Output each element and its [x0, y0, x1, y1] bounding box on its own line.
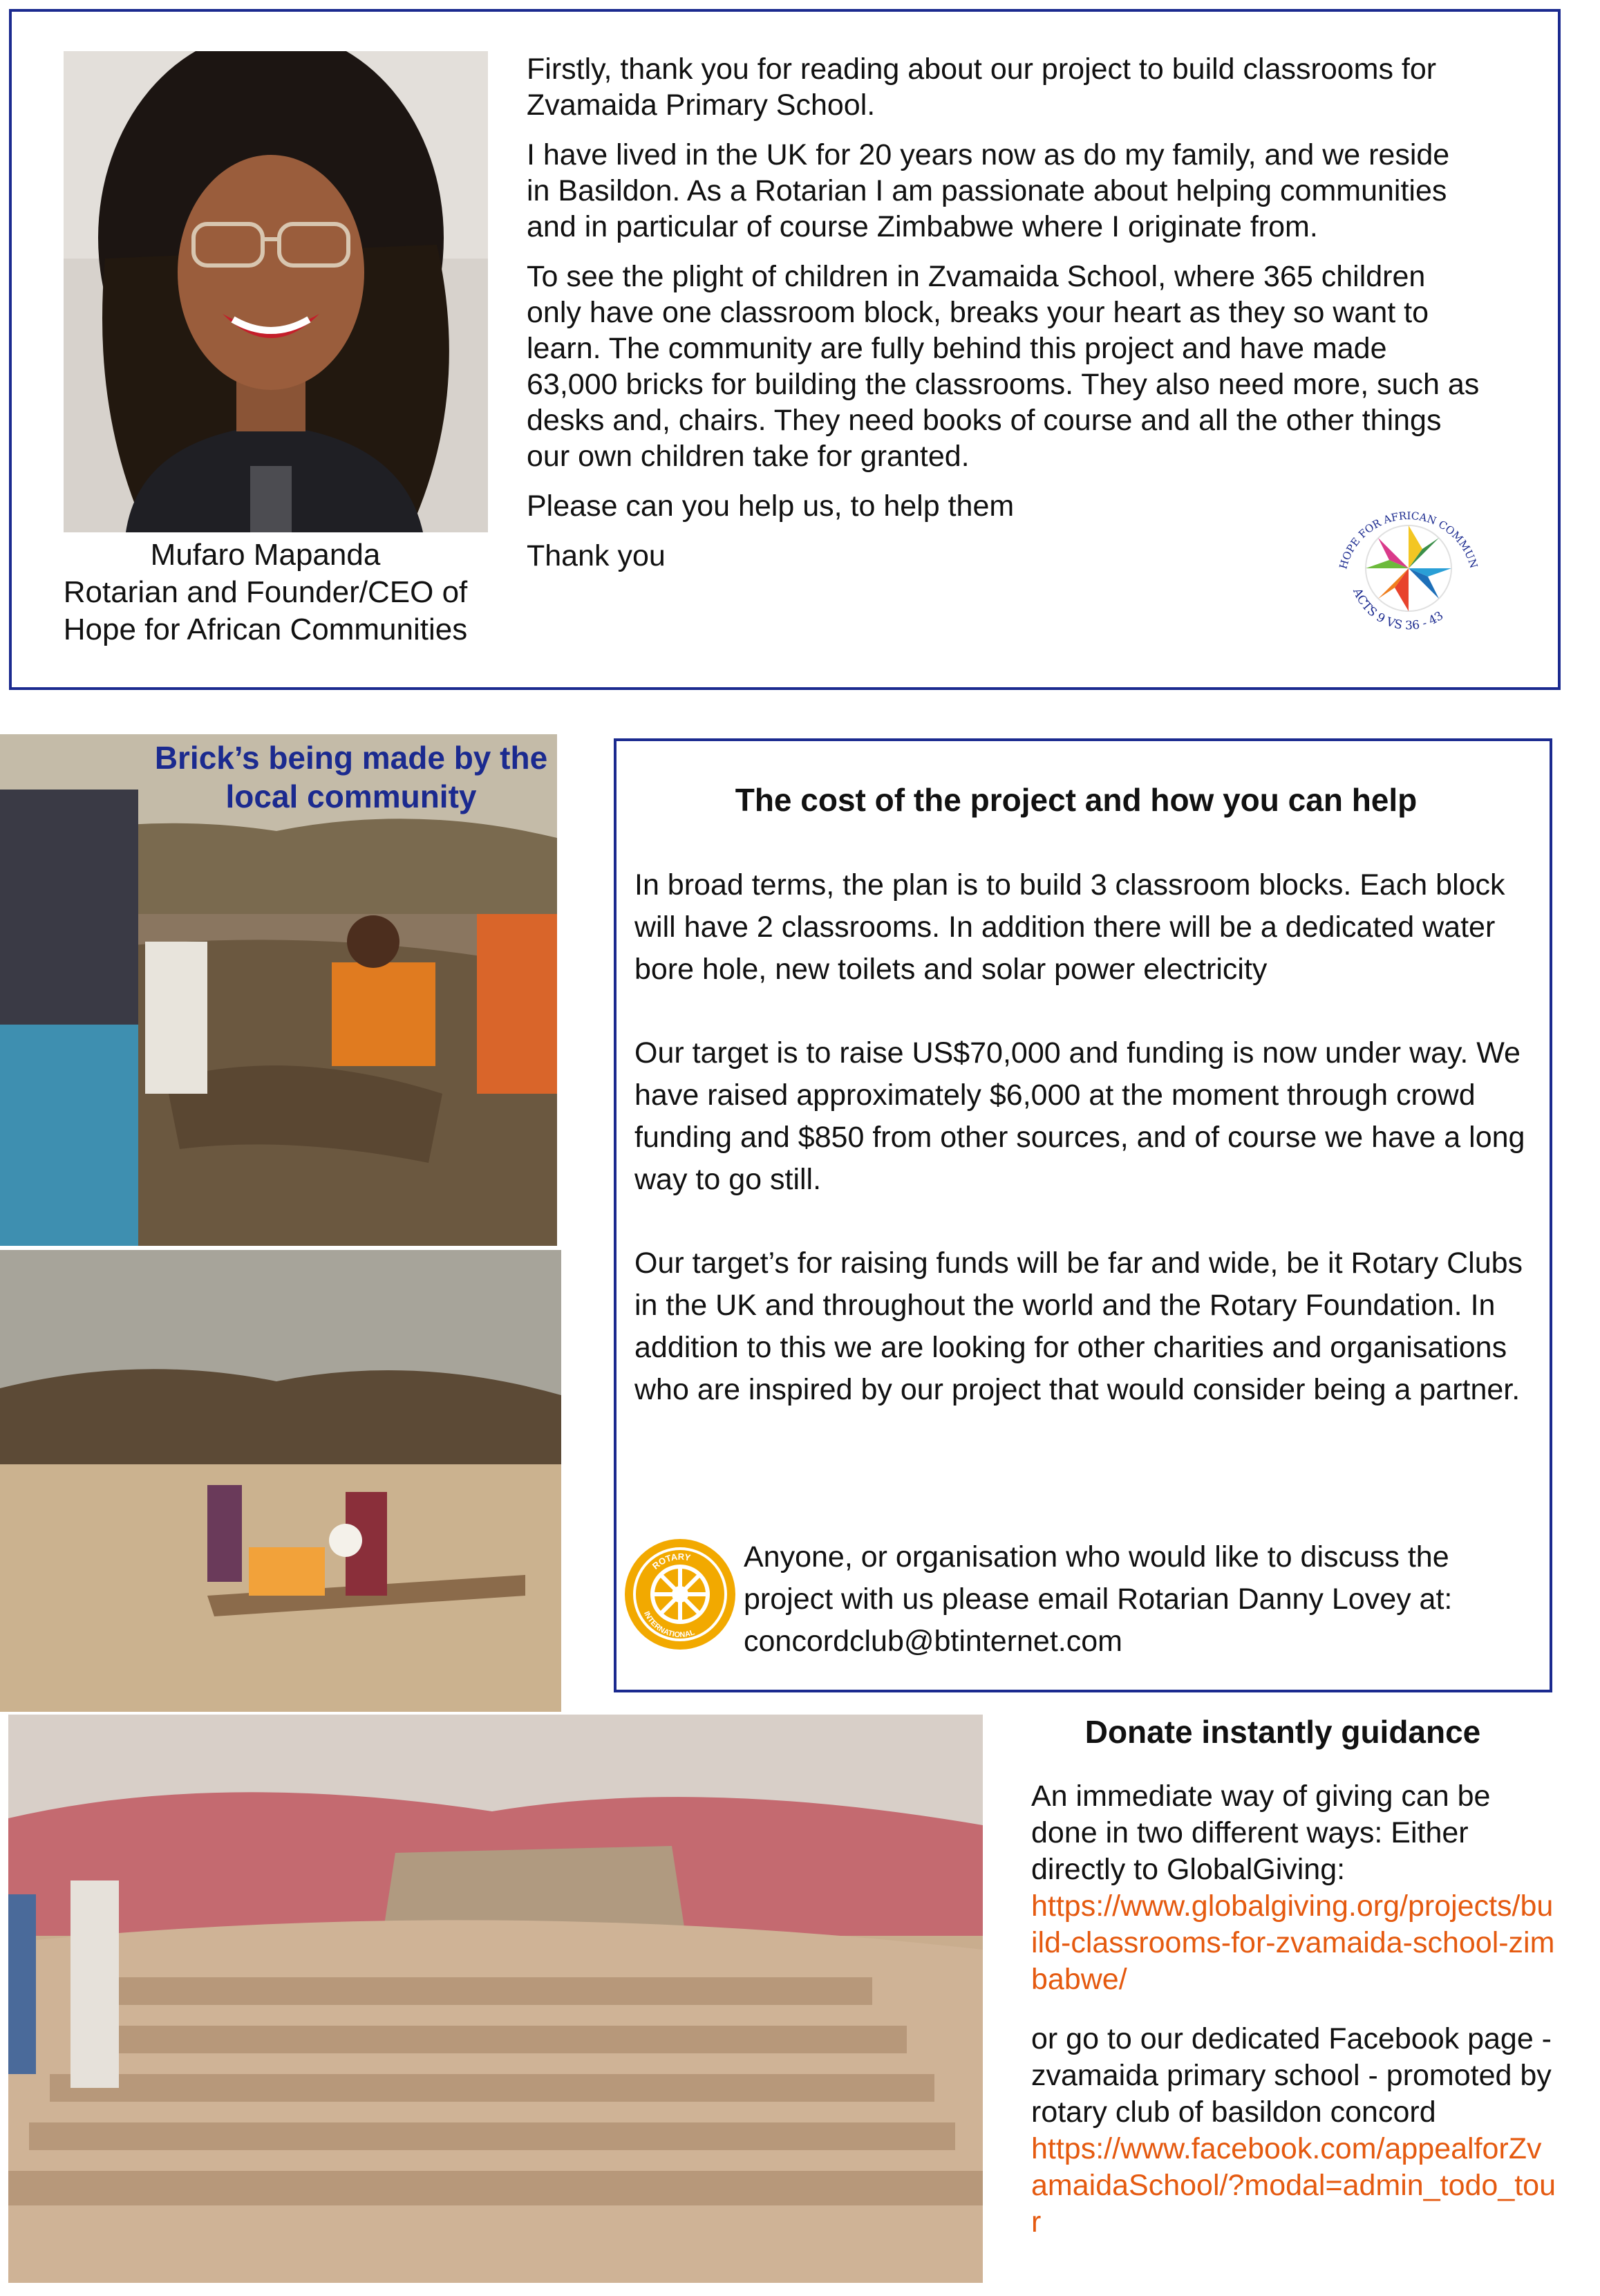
intro-paragraph: Please can you help us, to help them: [527, 489, 1015, 523]
intro-paragraph: Thank you: [527, 539, 666, 572]
donate-text: [1031, 1778, 1556, 2264]
founder-portrait: [64, 51, 488, 532]
intro-paragraph: Firstly, thank you for reading about our project to build classrooms for Zvamaida Primary School.: [527, 53, 1437, 122]
brick-stacks-photo: [8, 1715, 983, 2283]
founder-name: Mufaro Mapanda: [150, 538, 381, 572]
donate-paragraph: An immediate way of giving can be done in two different ways: Either directly to GlobalGiving:: [1031, 1780, 1491, 1886]
cost-paragraph: Our target is to raise US$70,000 and funding is now under way. We have raised approximately $6,000 at the moment through crowd funding and $850 from other sources, and of course we have a long way to go still.: [634, 1036, 1525, 1196]
logo-ring-bottom: ACTS 9 VS 36 - 43: [1350, 586, 1447, 633]
globalgiving-link[interactable]: https://www.globalgiving.org/projects/build-classrooms-for-zvamaida-school-zimbabwe/: [1031, 1889, 1555, 1996]
rotary-logo-top-text: ROTARY: [650, 1551, 692, 1571]
logo-ring-top: HOPE FOR AFRICAN COMMUN: [1337, 509, 1480, 571]
brick-making-photo-2: [0, 1250, 561, 1712]
hope-for-african-communities-logo: [1319, 473, 1498, 654]
cost-paragraph: Our target’s for raising funds will be far and wide, be it Rotary Clubs in the UK and throughout the world and the Rotary Foundation. In addition to this we are looking for other charities and organisations who are inspired by our project that would consider being a partner.: [634, 1247, 1523, 1406]
facebook-link[interactable]: https://www.facebook.com/appealforZvamaidaSchool/?modal=admin_todo_tour: [1031, 2132, 1556, 2239]
rotary-logo-bottom-text: INTERNATIONAL: [642, 1610, 696, 1640]
donate-heading: Donate instantly guidance: [1084, 1714, 1481, 1750]
intro-paragraph: To see the plight of children in Zvamaida School, where 365 children only have one classroom block, breaks your heart as they so want to learn. The community are fully behind this project and have made 63,000 bricks for building the classrooms. They also need more, such as desks and, chairs. They need books of course and all the other things our own children take for granted.: [527, 260, 1480, 473]
cost-text: [634, 864, 1533, 1453]
cost-paragraph: In broad terms, the plan is to build 3 classroom blocks. Each block will have 2 classrooms. In addition there will be a dedicated water bore hole, new toilets and solar power electricity: [634, 868, 1505, 986]
cost-heading: The cost of the project and how you can help: [735, 782, 1418, 818]
contact-text: Anyone, or organisation who would like to discuss the project with us please email Rotarian Danny Lovey at: concordclub@btinternet.com: [744, 1540, 1453, 1658]
donate-paragraph: or go to our dedicated Facebook page - zvamaida primary school - promoted by rotary club of basildon concord: [1031, 2022, 1552, 2129]
portrait-caption: [28, 536, 503, 648]
founder-organisation: Hope for African Communities: [63, 613, 468, 646]
photo-caption-title: Brick’s being made by the local community: [154, 740, 548, 814]
intro-paragraph: I have lived in the UK for 20 years now as do my family, and we reside in Basildon. As a Rotarian I am passionate about helping communities and in particular of course Zimbabwe where I originate from.: [527, 138, 1450, 243]
rotary-international-logo: [622, 1536, 738, 1652]
founder-role: Rotarian and Founder/CEO of: [63, 575, 468, 609]
